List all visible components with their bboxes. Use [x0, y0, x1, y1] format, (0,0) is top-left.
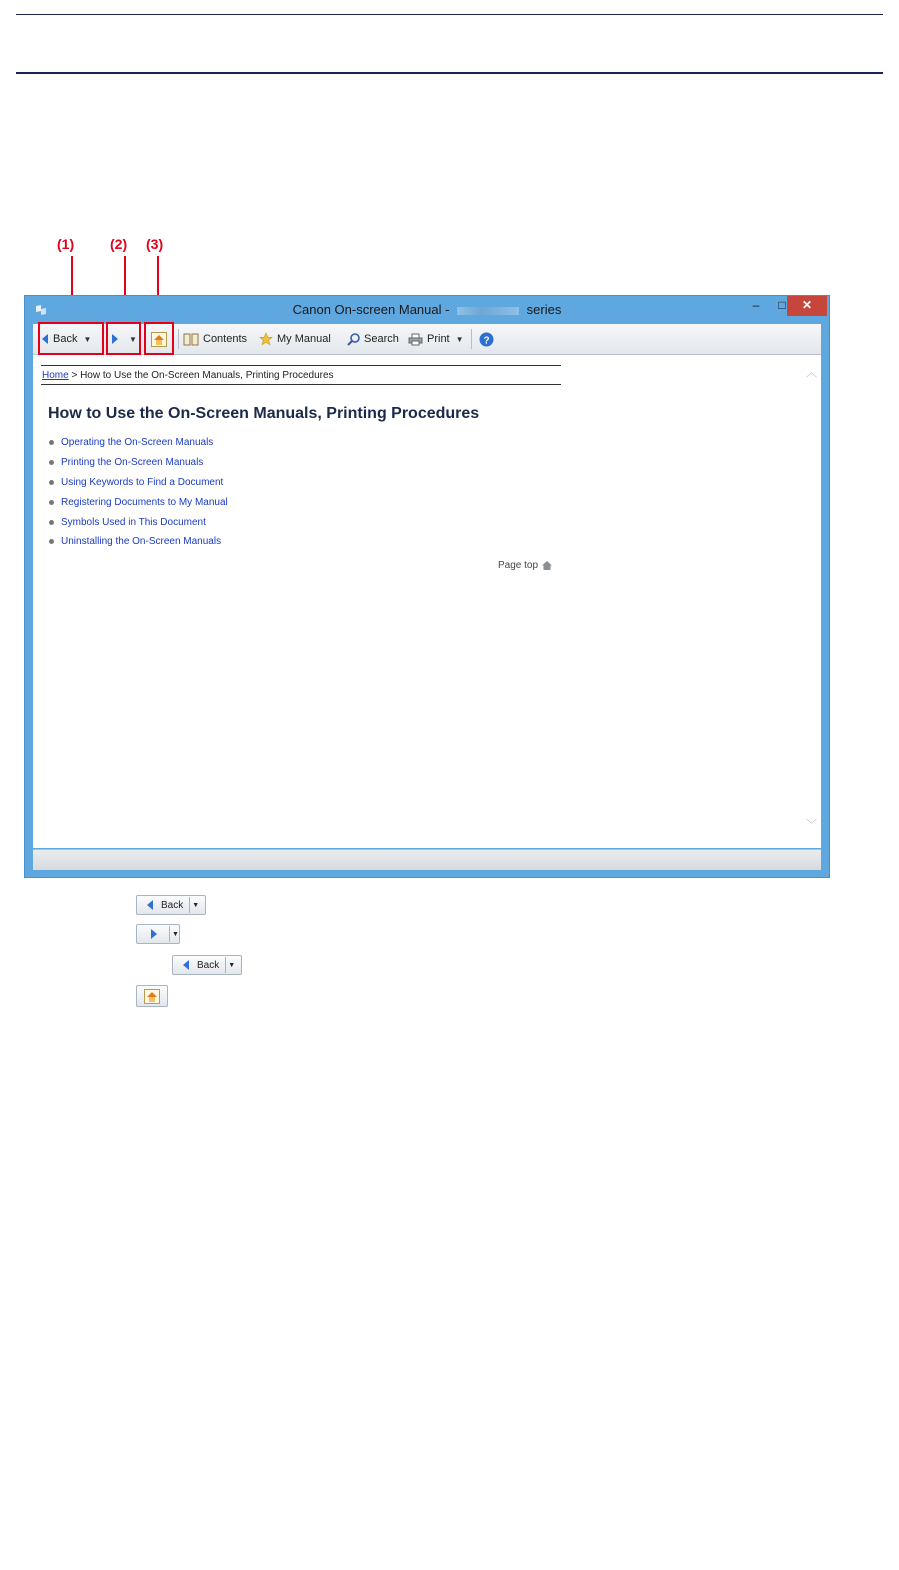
scroll-up-icon[interactable]: ︿: [806, 367, 817, 379]
topic-label[interactable]: Symbols Used in This Document: [61, 516, 206, 528]
topic-link[interactable]: [49, 492, 228, 512]
back-label: Back: [53, 333, 78, 345]
topic-label[interactable]: Operating the On-Screen Manuals: [61, 437, 214, 449]
star-icon: [259, 332, 273, 346]
window-title: [25, 302, 829, 317]
topic-link[interactable]: [49, 512, 228, 532]
header-rule: [16, 72, 883, 74]
divider: [189, 897, 190, 913]
print-button[interactable]: [408, 324, 464, 354]
my-manual-button[interactable]: [259, 324, 331, 354]
maximize-button[interactable]: □: [778, 298, 786, 312]
breadcrumb-rule: [41, 384, 561, 385]
page-title: How to Use the On-Screen Manuals, Printing Procedures: [48, 405, 480, 422]
manual-content: [33, 355, 821, 848]
back-arrow-icon: [181, 959, 191, 971]
callout-3: (3): [146, 236, 164, 252]
topic-label[interactable]: Registering Documents to My Manual: [61, 496, 228, 508]
toolbar-separator: [471, 329, 472, 349]
chevron-down-icon: ▼: [228, 961, 236, 969]
bullet-icon: [49, 480, 54, 485]
callout-2-box: [106, 322, 141, 355]
chevron-down-icon[interactable]: ▼: [83, 334, 92, 344]
status-bar: [33, 849, 821, 870]
window-title-prefix: Canon On-screen Manual -: [292, 302, 454, 317]
book-icon: [183, 333, 199, 346]
legend-back-label: Back: [161, 899, 184, 911]
contents-label: Contents: [203, 333, 248, 345]
topic-label[interactable]: Printing the On-Screen Manuals: [61, 457, 204, 469]
topic-link[interactable]: [49, 473, 228, 493]
printer-icon: [408, 333, 423, 346]
help-button[interactable]: [479, 324, 494, 354]
page-top-label: Page top: [498, 560, 539, 571]
manual-window: [24, 295, 830, 878]
search-icon: [347, 333, 360, 346]
house-icon: [541, 560, 553, 571]
chevron-down-icon: ▼: [192, 901, 200, 909]
bullet-icon: [49, 539, 54, 544]
home-icon: [144, 989, 160, 1004]
breadcrumb-current: > How to Use the On-Screen Manuals, Printing Procedures: [68, 370, 334, 381]
toolbar-separator: [178, 329, 179, 349]
callout-1-box: [38, 322, 104, 355]
topic-label[interactable]: Using Keywords to Find a Document: [61, 476, 224, 488]
chevron-down-icon[interactable]: ▼: [455, 334, 464, 344]
title-bar[interactable]: [25, 296, 829, 324]
bullet-icon: [49, 460, 54, 465]
bullet-icon: [49, 500, 54, 505]
my-manual-label: My Manual: [277, 333, 331, 345]
help-icon: [479, 332, 494, 347]
window-title-suffix: series: [523, 302, 562, 317]
breadcrumb-rule: [41, 365, 561, 366]
scroll-down-icon[interactable]: ﹀: [806, 819, 817, 831]
divider: [225, 957, 226, 973]
topic-list: [49, 433, 228, 552]
search-button[interactable]: [347, 324, 399, 354]
minimize-button[interactable]: –: [752, 298, 760, 312]
back-arrow-icon: [145, 899, 155, 911]
bullet-icon: [49, 520, 54, 525]
contents-button[interactable]: [183, 324, 247, 354]
callout-1: (1): [57, 236, 75, 252]
breadcrumb: [42, 370, 334, 381]
chevron-down-icon: ▼: [172, 930, 179, 938]
chevron-down-icon[interactable]: ▼: [129, 334, 137, 344]
topic-link[interactable]: [49, 433, 228, 453]
redacted-model-name: [457, 307, 519, 315]
topic-label[interactable]: Uninstalling the On-Screen Manuals: [61, 536, 222, 548]
legend-back-button-2: [172, 955, 242, 975]
topic-link[interactable]: [49, 532, 228, 552]
top-rule: [16, 14, 883, 15]
callout-2: (2): [110, 236, 128, 252]
divider: [169, 926, 170, 942]
bullet-icon: [49, 440, 54, 445]
topic-link[interactable]: [49, 453, 228, 473]
legend-back-button: [136, 895, 206, 915]
forward-arrow-icon: [149, 928, 159, 940]
print-label: Print: [427, 333, 450, 345]
callout-3-box: [144, 322, 174, 355]
legend-back-label: Back: [197, 959, 220, 971]
legend-forward-button: [136, 924, 180, 944]
close-button[interactable]: ✕: [787, 296, 827, 316]
breadcrumb-home-link[interactable]: Home: [42, 370, 69, 381]
search-label: Search: [364, 333, 399, 345]
svg-text:?: ?: [483, 334, 490, 346]
page-top-link[interactable]: [498, 560, 553, 571]
legend-home-button: [136, 985, 168, 1007]
